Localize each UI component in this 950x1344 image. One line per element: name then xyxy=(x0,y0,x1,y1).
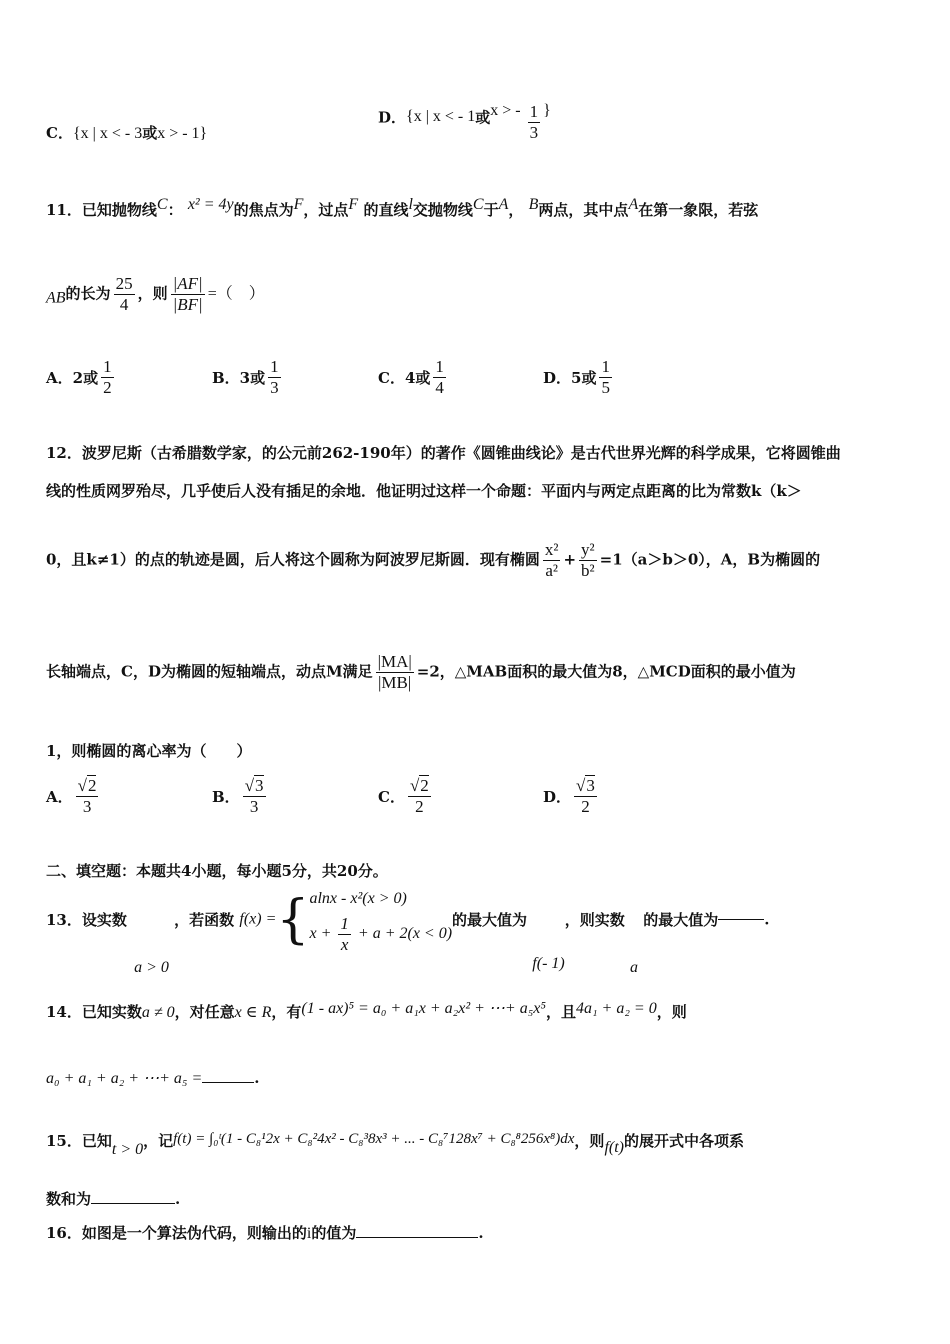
q13-answer-blank[interactable] xyxy=(718,919,764,920)
q15-stem: 15．已知t > 0，记f(t) = ∫₀ᵗ(1 - C₈¹2x + C₈²4x² - C₈³8x³ + ... - C₈⁷128x⁷ + C₈⁸256x⁸)dx，则f(t)的展开式中各项系 xyxy=(46,1131,744,1158)
q10-option-c: C．{x | x < - 3或x > - 1} xyxy=(46,124,208,142)
q11-stem-line1: 11．已知抛物线C： x² = 4y的焦点为F，过点F 的直线l交抛物线C于A， B两点，其中点A在第一象限，若弦 xyxy=(46,196,759,219)
q12-option-a: A． $\frac{√2}{3}$ xyxy=(46,776,97,816)
q16-stem: 16．如图是一个算法伪代码，则输出的i的值为 . xyxy=(46,1224,484,1242)
q11-option-a: A．2或 $\frac{1}{2}$ xyxy=(46,357,112,397)
q12-line4: 长轴端点，C，D为椭圆的短轴端点，动点M满足 $\frac{|MA|}{|MB|}$ =2，△MAB面积的最大值为8，△MCD面积的最小值为 xyxy=(46,652,796,692)
q10-option-d: D．{x | x < - 1或x > - $\frac{1}{3}$ } xyxy=(378,102,551,142)
q12-option-c: C． $\frac{√2}{2}$ xyxy=(378,776,429,816)
q12-option-b: B． $\frac{√3}{3}$ xyxy=(212,776,264,816)
q11-option-b: B．3或 $\frac{1}{3}$ xyxy=(212,357,279,397)
q12-line2: 线的性质网罗殆尽，几乎使后人没有插足的余地．他证明过这样一个命题：平面内与两定点距离的比为常数k（k＞ xyxy=(46,482,802,500)
q12-option-d: D． $\frac{√3}{2}$ xyxy=(543,776,595,816)
q14-answer-blank[interactable] xyxy=(202,1082,254,1083)
q11-stem-line2: AB的长为 $\frac{25}{4}$ ，则 $\frac{|AF|}{|BF|}$ =（ ） xyxy=(46,274,265,314)
q12-line3: 0，且k≠1）的点的轨迹是圆，后人将这个圆称为阿波罗尼斯圆．现有椭圆 $\frac{\text{x²}}{\text{a²}}$ + $\frac{\text{y²}}{\text{b²}}$ =1（a＞b＞0），A，B为椭圆的 xyxy=(46,540,821,580)
q11-option-d: D．5或 $\frac{1}{5}$ xyxy=(543,357,610,397)
q11-option-c: C．4或 $\frac{1}{4}$ xyxy=(378,357,444,397)
q12-line5: 1，则椭圆的离心率为（ ） xyxy=(46,742,252,760)
q13-stem: 13．设实数 a > 0 ，若函数 f(x) ={ alnx - x²(x > 0) x + $\frac{1}{x}$ + a + 2(x < 0) 的最大值为 f(- 1)，则实数 a 的最大值为 . xyxy=(46,889,770,976)
q15-answer-blank[interactable] xyxy=(91,1203,175,1204)
q14-answer-line: a₀ + a₁ + a₂ + ⋯+ a₅ = . xyxy=(46,1069,260,1087)
q16-answer-blank[interactable] xyxy=(356,1237,478,1238)
q15-answer-line: 数和为 . xyxy=(46,1190,181,1208)
q12-line1: 12．波罗尼斯（古希腊数学家，的公元前262-190年）的著作《圆锥曲线论》是古代世界光辉的科学成果，它将圆锥曲 xyxy=(46,444,841,462)
q14-stem: 14．已知实数a ≠ 0，对任意x ∈ R，有(1 - ax)⁵ = a₀ + a₁x + a₂x² + ⋯+ a₅x⁵，且4a₁ + a₂ = 0，则 xyxy=(46,1000,687,1021)
section-2-heading: 二、填空题：本题共4小题，每小题5分，共20分。 xyxy=(46,862,388,880)
